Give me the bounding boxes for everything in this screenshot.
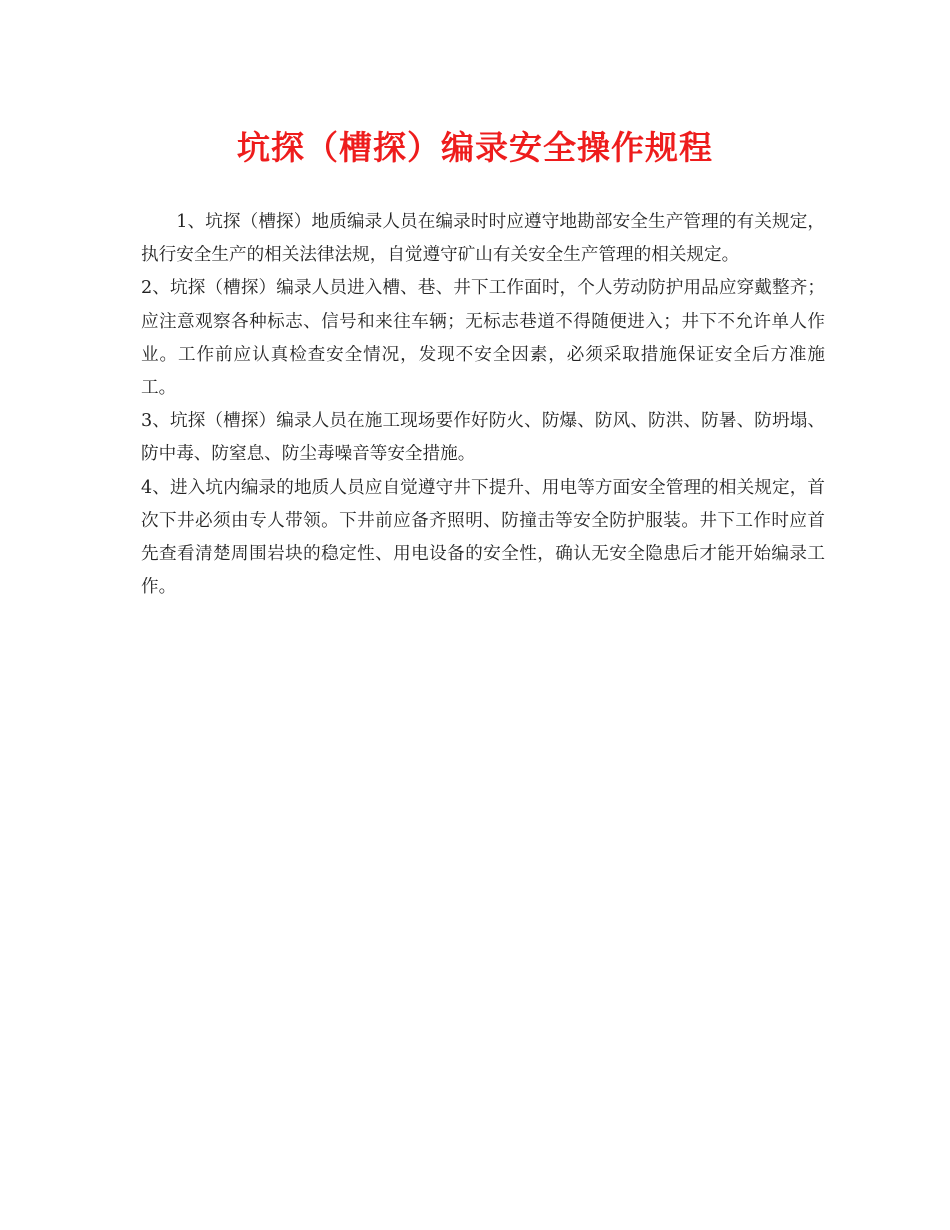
- paragraph-2: 2、坑探（槽探）编录人员进入槽、巷、井下工作面时，个人劳动防护用品应穿戴整齐；应注意观察各种标志、信号和来往车辆；无标志巷道不得随便进入；井下不允许单人作业。工作前应认真检查安全情况，发现不安全因素，必须采取措施保证安全后方准施工。: [141, 278, 825, 399]
- paragraph-3: 3、坑探（槽探）编录人员在施工现场要作好防火、防爆、防风、防洪、防暑、防坍塌、防中毒、防窒息、防尘毒噪音等安全措施。: [141, 411, 825, 465]
- page-title: 坑探（槽探）编录安全操作规程: [237, 128, 713, 167]
- paragraph-4: 4、进入坑内编录的地质人员应自觉遵守井下提升、用电等方面安全管理的相关规定，首次下井必须由专人带领。下井前应备齐照明、防撞击等安全防护服装。井下工作时应首先查看清楚周围岩块的稳定性、用电设备的安全性，确认无安全隐患后才能开始编录工作。: [141, 477, 825, 598]
- document-body: [141, 206, 825, 604]
- paragraph-1: 1、坑探（槽探）地质编录人员在编录时时应遵守地勘部安全生产管理的有关规定，执行安全生产的相关法律法规，自觉遵守矿山有关安全生产管理的相关规定。: [141, 212, 825, 266]
